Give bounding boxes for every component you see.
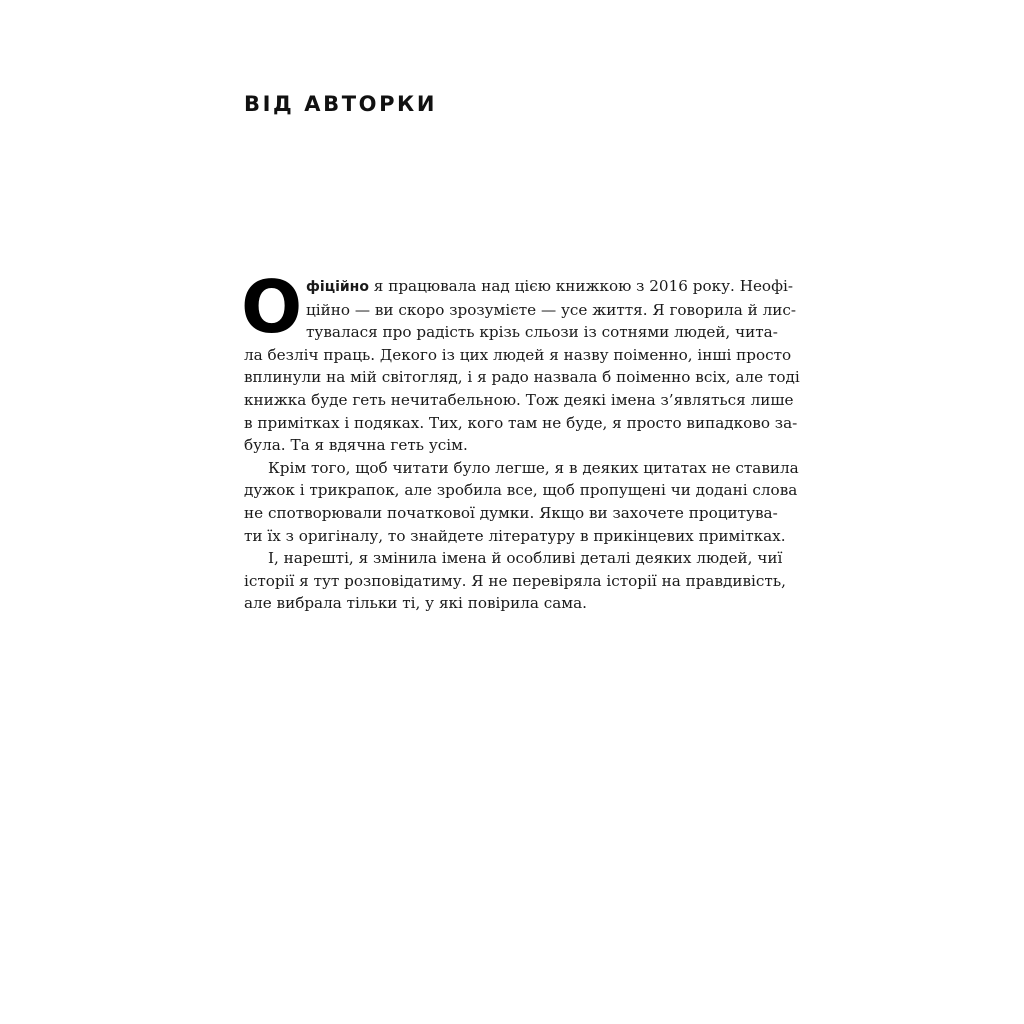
text-line: І, нарешті, я змінила імена й особливі деталі деяких людей, чиї [268,549,783,568]
text-line: в примітках і подяках. Тих, кого там не буде, я просто випадково за- [244,413,798,432]
lead-word: фіційно [306,279,369,295]
text-line: тувалася про радість крізь сльози із сотнями людей, чита- [306,323,778,342]
text-line [244,275,793,299]
text-line: історії я тут розповідатиму. Я не перевіряла історії на правдивість, [244,571,786,590]
text-line: не спотворювали початкової думки. Якщо ви захочете процитува- [244,503,778,522]
text-line: книжка буде геть нечитабельною. Тож деякі імена з’являться лише [244,390,794,409]
text-line: але вибрала тільки ті, у які повірила сама. [244,594,588,613]
chapter-heading: ВІД АВТОРКИ [244,92,438,116]
text-line: Крім того, щоб читати було легше, я в деяких цитатах не ставила [268,458,799,477]
text-line: вплинули на мій світогляд, і я радо назвала б поіменно всіх, але тоді [244,368,800,387]
text-line: дужок і трикрапок, але зробила все, щоб пропущені чи додані слова [244,481,798,500]
text-line: була. Та я вдячна геть усім. [244,436,468,455]
text-line: ційно — ви скоро зрозумієте — усе життя. Я говорила й лис- [306,300,796,319]
text-line: ла безліч праць. Декого із цих людей я назву поіменно, інші просто [244,345,792,364]
line-text: я працювала над цією книжкою з 2016 року. Неофі- [368,277,793,295]
drop-cap: О [241,265,303,349]
body-text [241,265,800,615]
text-line: ти їх з оригіналу, то знайдете літературу в прикінцевих примітках. [244,526,786,545]
